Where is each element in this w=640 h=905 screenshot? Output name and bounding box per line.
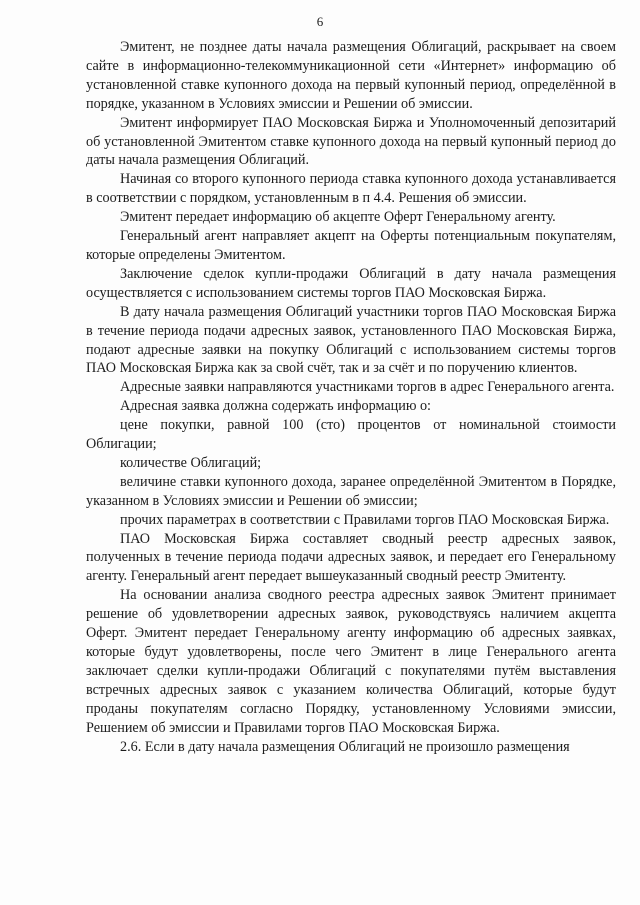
paragraph: Адресная заявка должна содержать информацию о: [120,398,431,415]
list-item: цене покупки, равной 100 (сто) процентов от номинальной стоимости Облигации; [86,417,616,453]
page-number: 6 [316,14,324,29]
paragraph: Заключение сделок купли-продажи Облигаций в дату начала размещения осуществляется с использованием системы торгов ПАО Московская Биржа. [86,265,616,301]
paragraph: 2.6. Если в дату начала размещения Облигаций не произошло размещения [120,738,570,755]
paragraph: Начиная со второго купонного периода ставка купонного дохода устанавливается в соответствии с порядком, установленным в п 4.4. Решения об эмиссии. [86,171,616,207]
document-body [86,38,616,756]
paragraph: В дату начала размещения Облигаций участники торгов ПАО Московская Биржа в течение периода подачи адресных заявок, установленного ПАО Московская Биржа, подают адресные заявки на покупку Облигаций с использованием системы торгов ПАО Московская Биржа как за свой счёт, так и за счёт и по поручению клиентов. [86,303,616,377]
paragraph: На основании анализа сводного реестра адресных заявок Эмитент принимает решение об удовлетворении адресных заявок, руководствуясь наличием акцепта Оферт. Эмитент передает Генеральному агенту информацию об адресных заявках, которые будут удовлетворены, после чего Эмитент в лице Генерального агента заключает сделки купли-продажи Облигаций с покупателями путём выставления встречных адресных заявок с указанием количества Облигаций, которые будут проданы покупателям согласно Порядку, установленному Условиями эмиссии, Решением об эмиссии и Правилами торгов ПАО Московская Биржа. [86,587,616,736]
paragraph: Адресные заявки направляются участниками торгов в адрес Генерального агента. [120,379,615,396]
list-item: прочих параметрах в соответствии с Правилами торгов ПАО Московская Биржа. [120,511,610,528]
paragraph: Эмитент передает информацию об акцепте Оферт Генеральному агенту. [120,209,556,226]
paragraph: Эмитент, не позднее даты начала размещения Облигаций, раскрывает на своем сайте в информационно-телекоммуникационной сети «Интернет» информацию об установленной ставке купонного дохода на первый купонный период, определённой в порядке, указанном в Условиях эмиссии и Решении об эмиссии. [86,39,616,112]
paragraph: Генеральный агент направляет акцепт на Оферты потенциальным покупателям, которые определены Эмитентом. [86,228,616,263]
list-item: количестве Облигаций; [120,454,262,471]
list-item: величине ставки купонного дохода, заранее определённой Эмитентом в Порядке, указанном в Условиях эмиссии и Решении об эмиссии; [86,473,616,509]
paragraph: Эмитент информирует ПАО Московская Биржа и Уполномоченный депозитарий об установленной Эмитентом ставке купонного дохода на первый купонный период до даты начала размещения Облигаций. [86,114,616,169]
paragraph: ПАО Московская Биржа составляет сводный реестр адресных заявок, полученных в течение периода подачи адресных заявок, и передает его Генеральному агенту. Генеральный агент передает вышеуказанный сводный реестр Эмитенту. [86,530,616,585]
